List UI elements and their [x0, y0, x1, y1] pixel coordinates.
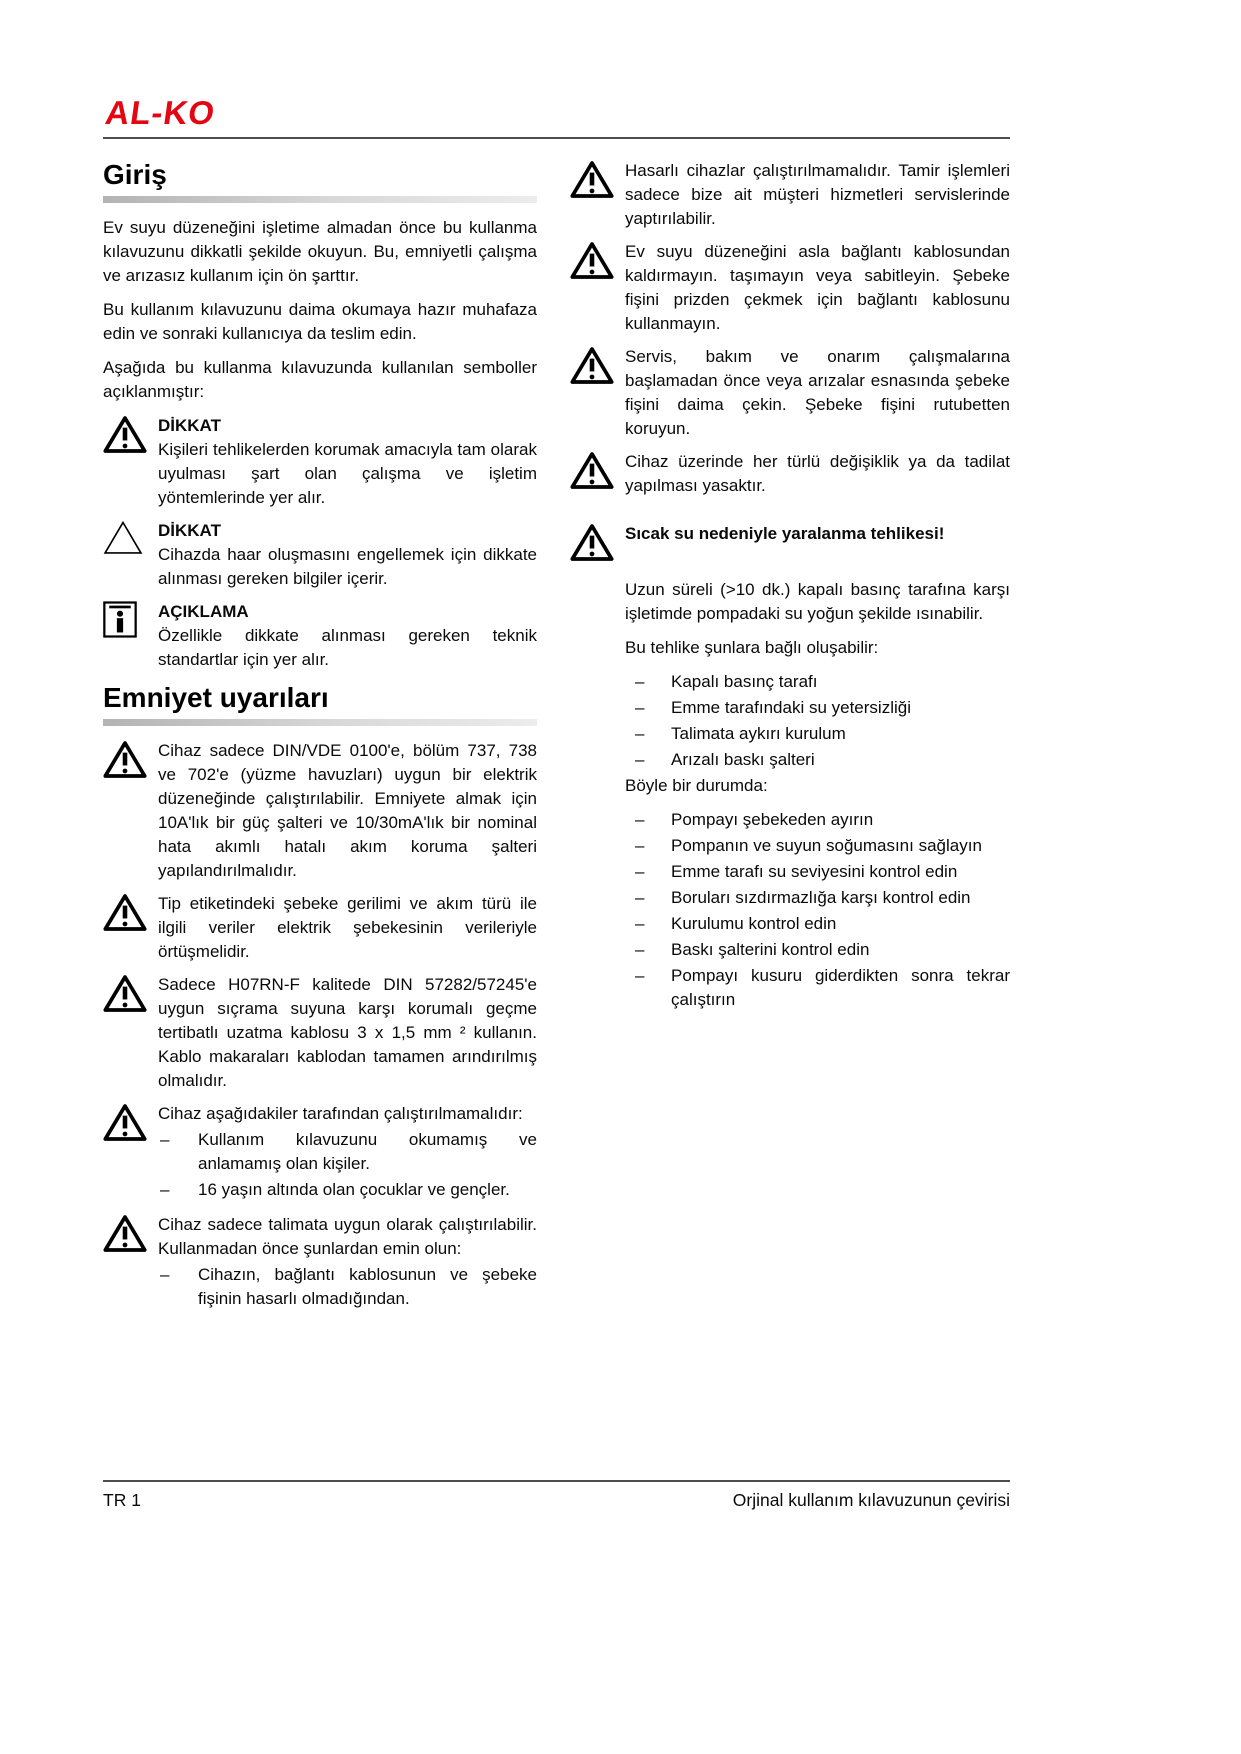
list-item: – Kurulumu kontrol edin — [625, 912, 1010, 936]
safety-warning — [103, 1102, 537, 1204]
legend-body — [158, 414, 537, 510]
icon-cell — [103, 892, 158, 964]
alko-logo: AL-KO — [103, 94, 218, 131]
heading-underline-bar — [103, 719, 537, 726]
list-item: – Kullanım kılavuzunu okumamış ve anlamamış olan kişiler. — [158, 1128, 537, 1176]
warning-body — [625, 240, 1010, 336]
icon-cell — [570, 345, 625, 441]
safety-warning — [103, 739, 537, 883]
legend-text: Özellikle dikkate alınması gereken teknik standartlar için yer alır. — [158, 626, 537, 669]
hot-water-warning — [570, 522, 1010, 569]
warning-bullet-list — [158, 1128, 537, 1202]
legend-text: Cihazda haar oluşmasını engellemek için dikkate alınması gereken bilgiler içerir. — [158, 545, 537, 588]
warning-text: Hasarlı cihazlar çalıştırılmamalıdır. Tamir işlemleri sadece bize ait müşteri hizmetleri servislerinde yaptırılabilir. — [625, 161, 1010, 228]
icon-cell — [570, 522, 625, 569]
warning-triangle-icon — [103, 415, 147, 461]
icon-cell — [103, 519, 158, 591]
hot-water-actions-label: Böyle bir durumda: — [625, 776, 768, 795]
warning-text: Cihaz aşağıdakiler tarafından çalıştırılmamalıdır: — [158, 1104, 523, 1123]
hot-water-causes-label: Bu tehlike şunlara bağlı oluşabilir: — [625, 638, 879, 657]
warning-text: Cihaz sadece DIN/VDE 0100'e, bölüm 737, 738 ve 702'e (yüzme havuzları) uygun bir elektrik düzeneğinde çalıştırılabilir. Emniyete almak için 10A'lık bir güç şalteri ve 10/30mA'lık bir nominal hata akımlı hatalı akım koruma şalteri yapılandırılmalıdır. — [158, 741, 537, 880]
footer-rule — [103, 1480, 1010, 1482]
legend-text: Kişileri tehlikelerden korumak amacıyla tam olarak uyulması şart olan çalışma ve işletim yöntemlerinde yer alır. — [158, 440, 537, 507]
hot-water-causes-list — [625, 670, 1010, 772]
warning-triangle-icon — [570, 346, 614, 392]
warning-bullet-list — [158, 1263, 537, 1311]
list-item: – Talimata aykırı kurulum — [625, 722, 1010, 746]
hot-water-actions-list — [625, 808, 1010, 1012]
warning-triangle-icon — [103, 974, 147, 1020]
legend-title: AÇIKLAMA — [158, 602, 249, 621]
list-item: – Arızalı baskı şalteri — [625, 748, 1010, 772]
caution-triangle-icon — [103, 520, 143, 562]
header-rule — [103, 137, 1010, 139]
icon-cell — [103, 739, 158, 883]
icon-cell — [103, 973, 158, 1093]
list-item: – 16 yaşın altında olan çocuklar ve gençler. — [158, 1178, 537, 1202]
safety-warning — [570, 345, 1010, 441]
safety-warning — [570, 159, 1010, 231]
safety-warning — [103, 1213, 537, 1313]
hot-water-details — [625, 578, 1010, 1012]
right-column — [570, 154, 1010, 1014]
intro-heading: Giriş — [103, 159, 167, 190]
warning-text: Tip etiketindeki şebeke gerilimi ve akım türü ile ilgili veriler elektrik şebekesinin verileriyle örtüşmelidir. — [158, 894, 537, 961]
warning-body — [625, 345, 1010, 441]
icon-cell — [103, 600, 158, 672]
footer-page-label: TR 1 — [103, 1490, 141, 1510]
list-item: – Boruları sızdırmazlığa karşı kontrol edin — [625, 886, 1010, 910]
warning-triangle-icon — [103, 893, 147, 939]
warning-text: Ev suyu düzeneğini asla bağlantı kablosundan kaldırmayın. taşımayın veya sabitleyin. Şebeke fişini prizden çekmek için bağlantı kablosunu kullanmayın. — [625, 242, 1010, 333]
symbol-legend-item — [103, 519, 537, 591]
page-content — [103, 154, 1010, 1322]
warning-body — [158, 973, 537, 1093]
symbol-legend-item — [103, 600, 537, 672]
legend-body — [158, 600, 537, 672]
left-column — [103, 154, 537, 1322]
icon-cell — [570, 240, 625, 336]
warning-text: Cihaz sadece talimata uygun olarak çalıştırılabilir. Kullanmadan önce şunlardan emin olun: — [158, 1215, 537, 1258]
list-item: – Baskı şalterini kontrol edin — [625, 938, 1010, 962]
warning-body — [158, 1102, 537, 1204]
warning-triangle-icon — [570, 451, 614, 497]
hot-water-intro: Uzun süreli (>10 dk.) kapalı basınç tarafına karşı işletimde pompadaki su yoğun şekilde ısınabilir. — [625, 580, 1010, 623]
list-item: – Cihazın, bağlantı kablosunun ve şebeke fişinin hasarlı olmadığından. — [158, 1263, 537, 1311]
info-icon — [103, 601, 137, 645]
hot-water-title: Sıcak su nedeniyle yaralanma tehlikesi! — [625, 524, 945, 543]
legend-body — [158, 519, 537, 591]
warning-text: Sadece H07RN-F kalitede DIN 57282/57245'e uygun sıçrama suyuna karşı korumalı geçme tertibatlı uzatma kablosu 3 x 1,5 mm ² kullanın. Kablo makaraları kablodan tamamen arındırılmış olmalıdır. — [158, 975, 537, 1090]
icon-cell — [570, 159, 625, 231]
safety-warning — [570, 240, 1010, 336]
warning-text: Servis, bakım ve onarım çalışmalarına başlamadan önce veya arızalar esnasında şebeke fişini daima çekin. Şebeke fişini rutubetten koruyun. — [625, 347, 1010, 438]
icon-cell — [103, 414, 158, 510]
warning-body — [158, 892, 537, 964]
heading-underline-bar — [103, 196, 537, 203]
intro-paragraph: Bu kullanım kılavuzunu daima okumaya hazır muhafaza edin ve sonraki kullanıcıya da teslim edin. — [103, 300, 537, 343]
safety-heading: Emniyet uyarıları — [103, 682, 329, 713]
warning-triangle-icon — [103, 1103, 147, 1149]
footer-note: Orjinal kullanım kılavuzunun çevirisi — [732, 1490, 1010, 1510]
list-item: – Pompanın ve suyun soğumasını sağlayın — [625, 834, 1010, 858]
warning-body — [625, 522, 1010, 569]
list-item: – Emme tarafı su seviyesini kontrol edin — [625, 860, 1010, 884]
warning-triangle-icon — [570, 523, 614, 569]
warning-triangle-icon — [103, 1214, 147, 1260]
list-item: – Pompayı şebekeden ayırın — [625, 808, 1010, 832]
list-item: – Emme tarafındaki su yetersizliği — [625, 696, 1010, 720]
warning-body — [158, 1213, 537, 1313]
icon-cell — [103, 1102, 158, 1204]
intro-paragraph: Ev suyu düzeneğini işletime almadan önce bu kullanma kılavuzunu dikkatli şekilde okuyun. Bu, emniyetli çalışma ve arızasız kullanım için ön şarttır. — [103, 218, 537, 285]
warning-body — [158, 739, 537, 883]
warning-text: Cihaz üzerinde her türlü değişiklik ya da tadilat yapılması yasaktır. — [625, 452, 1010, 495]
warning-triangle-icon — [570, 241, 614, 287]
safety-warning — [103, 892, 537, 964]
warning-body — [625, 159, 1010, 231]
legend-title: DİKKAT — [158, 416, 221, 435]
legend-title: DİKKAT — [158, 521, 221, 540]
symbol-legend-item — [103, 414, 537, 510]
list-item: – Kapalı basınç tarafı — [625, 670, 1010, 694]
warning-triangle-icon — [570, 160, 614, 206]
icon-cell — [570, 450, 625, 498]
safety-warning — [103, 973, 537, 1093]
warning-body — [625, 450, 1010, 498]
icon-cell — [103, 1213, 158, 1313]
page-footer — [103, 1480, 1010, 1511]
intro-paragraph: Aşağıda bu kullanma kılavuzunda kullanılan semboller açıklanmıştır: — [103, 358, 537, 401]
list-item: – Pompayı kusuru giderdikten sonra tekrar çalıştırın — [625, 964, 1010, 1012]
safety-warning — [570, 450, 1010, 498]
warning-triangle-icon — [103, 740, 147, 786]
